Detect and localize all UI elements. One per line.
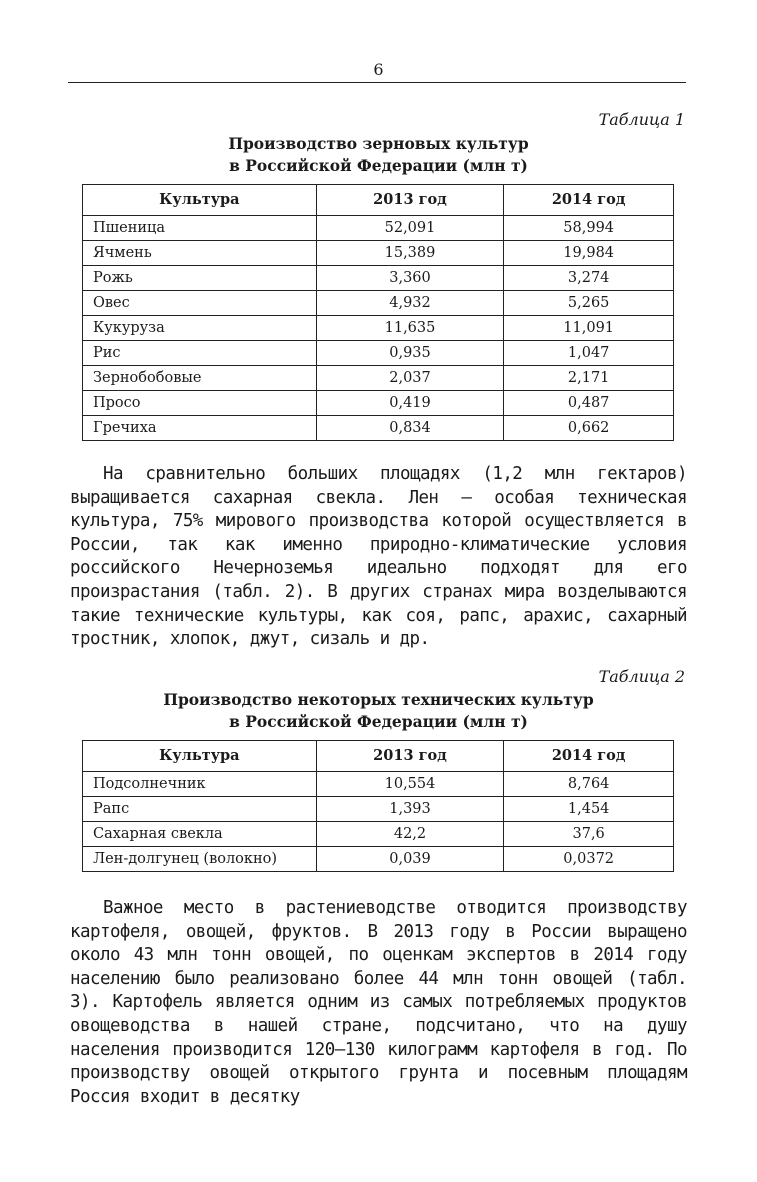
value-2013: 0,935 <box>316 341 504 366</box>
value-2013: 52,091 <box>316 216 504 241</box>
table-row <box>83 772 674 797</box>
value-2013: 0,834 <box>316 416 504 441</box>
crop-name: Кукуруза <box>83 316 317 341</box>
value-2014: 2,171 <box>504 366 674 391</box>
value-2013: 1,393 <box>316 797 504 822</box>
crop-name: Рапс <box>83 797 317 822</box>
value-2014: 1,454 <box>504 797 674 822</box>
table1-header-row <box>83 185 674 216</box>
value-2014: 19,984 <box>504 241 674 266</box>
table-row <box>83 366 674 391</box>
value-2014: 0,487 <box>504 391 674 416</box>
table2-header-2013: 2013 год <box>316 741 504 772</box>
value-2014: 1,047 <box>504 341 674 366</box>
value-2014: 37,6 <box>504 822 674 847</box>
value-2013: 3,360 <box>316 266 504 291</box>
value-2014: 0,662 <box>504 416 674 441</box>
table1 <box>82 184 674 441</box>
crop-name: Рожь <box>83 266 317 291</box>
table-row <box>83 847 674 872</box>
page-number: 6 <box>373 60 384 79</box>
value-2013: 15,389 <box>316 241 504 266</box>
table-row <box>83 316 674 341</box>
table1-header-2013: 2013 год <box>316 185 504 216</box>
table2-header-crop: Культура <box>83 741 317 772</box>
table2-title-line1: Производство некоторых технических культур <box>163 690 594 709</box>
table-row <box>83 416 674 441</box>
table2-caption: Таблица 2 <box>598 667 685 686</box>
table2-header-row <box>83 741 674 772</box>
table2 <box>82 740 674 872</box>
body-paragraph-1: На сравнительно больших площадях (1,2 млн гектаров) выращивается сахарная свекла. Лен — особая техническая культура, 75% мирового производства которой осуществляется в России, так как именно природно-климатические условия российского Нечерноземья идеально подходят для его произрастания (табл. 2). В других странах мира возделываются такие технические культуры, как соя, рапс, арахис, сахарный тростник, хлопок, джут, сизаль и др. <box>70 464 687 650</box>
value-2013: 11,635 <box>316 316 504 341</box>
table-row <box>83 822 674 847</box>
value-2014: 8,764 <box>504 772 674 797</box>
value-2013: 4,932 <box>316 291 504 316</box>
table1-caption: Таблица 1 <box>598 110 685 129</box>
table2-header-2014: 2014 год <box>504 741 674 772</box>
crop-name: Подсолнечник <box>83 772 317 797</box>
crop-name: Пшеница <box>83 216 317 241</box>
table-row <box>83 241 674 266</box>
value-2014: 5,265 <box>504 291 674 316</box>
table-row <box>83 216 674 241</box>
table-row <box>83 797 674 822</box>
table-row <box>83 266 674 291</box>
table1-title-line1: Производство зерновых культур <box>228 134 529 153</box>
value-2013: 42,2 <box>316 822 504 847</box>
value-2013: 10,554 <box>316 772 504 797</box>
crop-name: Зернобобовые <box>83 366 317 391</box>
crop-name: Сахарная свекла <box>83 822 317 847</box>
table1-header-2014: 2014 год <box>504 185 674 216</box>
table-row <box>83 391 674 416</box>
value-2013: 2,037 <box>316 366 504 391</box>
value-2013: 0,419 <box>316 391 504 416</box>
crop-name: Ячмень <box>83 241 317 266</box>
value-2014: 58,994 <box>504 216 674 241</box>
body-paragraph-2: Важное место в растениеводстве отводится производству картофеля, овощей, фруктов. В 2013 году в России выращено около 43 млн тонн овощей, по оценкам экспертов в 2014 году населению было реализовано более 44 млн тонн овощей (табл. 3). Картофель является одним из самых потребляемых продуктов овощеводства в нашей стране, подсчитано, что на душу населения производится 120–130 килограмм картофеля в год. По производству овощей открытого грунта и посевным площадям Россия входит в десятку <box>70 898 687 1107</box>
crop-name: Гречиха <box>83 416 317 441</box>
table-row <box>83 341 674 366</box>
header-rule <box>68 82 686 83</box>
table1-title-line2: в Российской Федерации (млн т) <box>229 156 528 175</box>
value-2014: 0,0372 <box>504 847 674 872</box>
table-row <box>83 291 674 316</box>
value-2014: 11,091 <box>504 316 674 341</box>
crop-name: Рис <box>83 341 317 366</box>
crop-name: Лен-долгунец (волокно) <box>83 847 317 872</box>
table1-header-crop: Культура <box>83 185 317 216</box>
value-2013: 0,039 <box>316 847 504 872</box>
value-2014: 3,274 <box>504 266 674 291</box>
table2-title-line2: в Российской Федерации (млн т) <box>229 712 528 731</box>
crop-name: Овес <box>83 291 317 316</box>
crop-name: Просо <box>83 391 317 416</box>
